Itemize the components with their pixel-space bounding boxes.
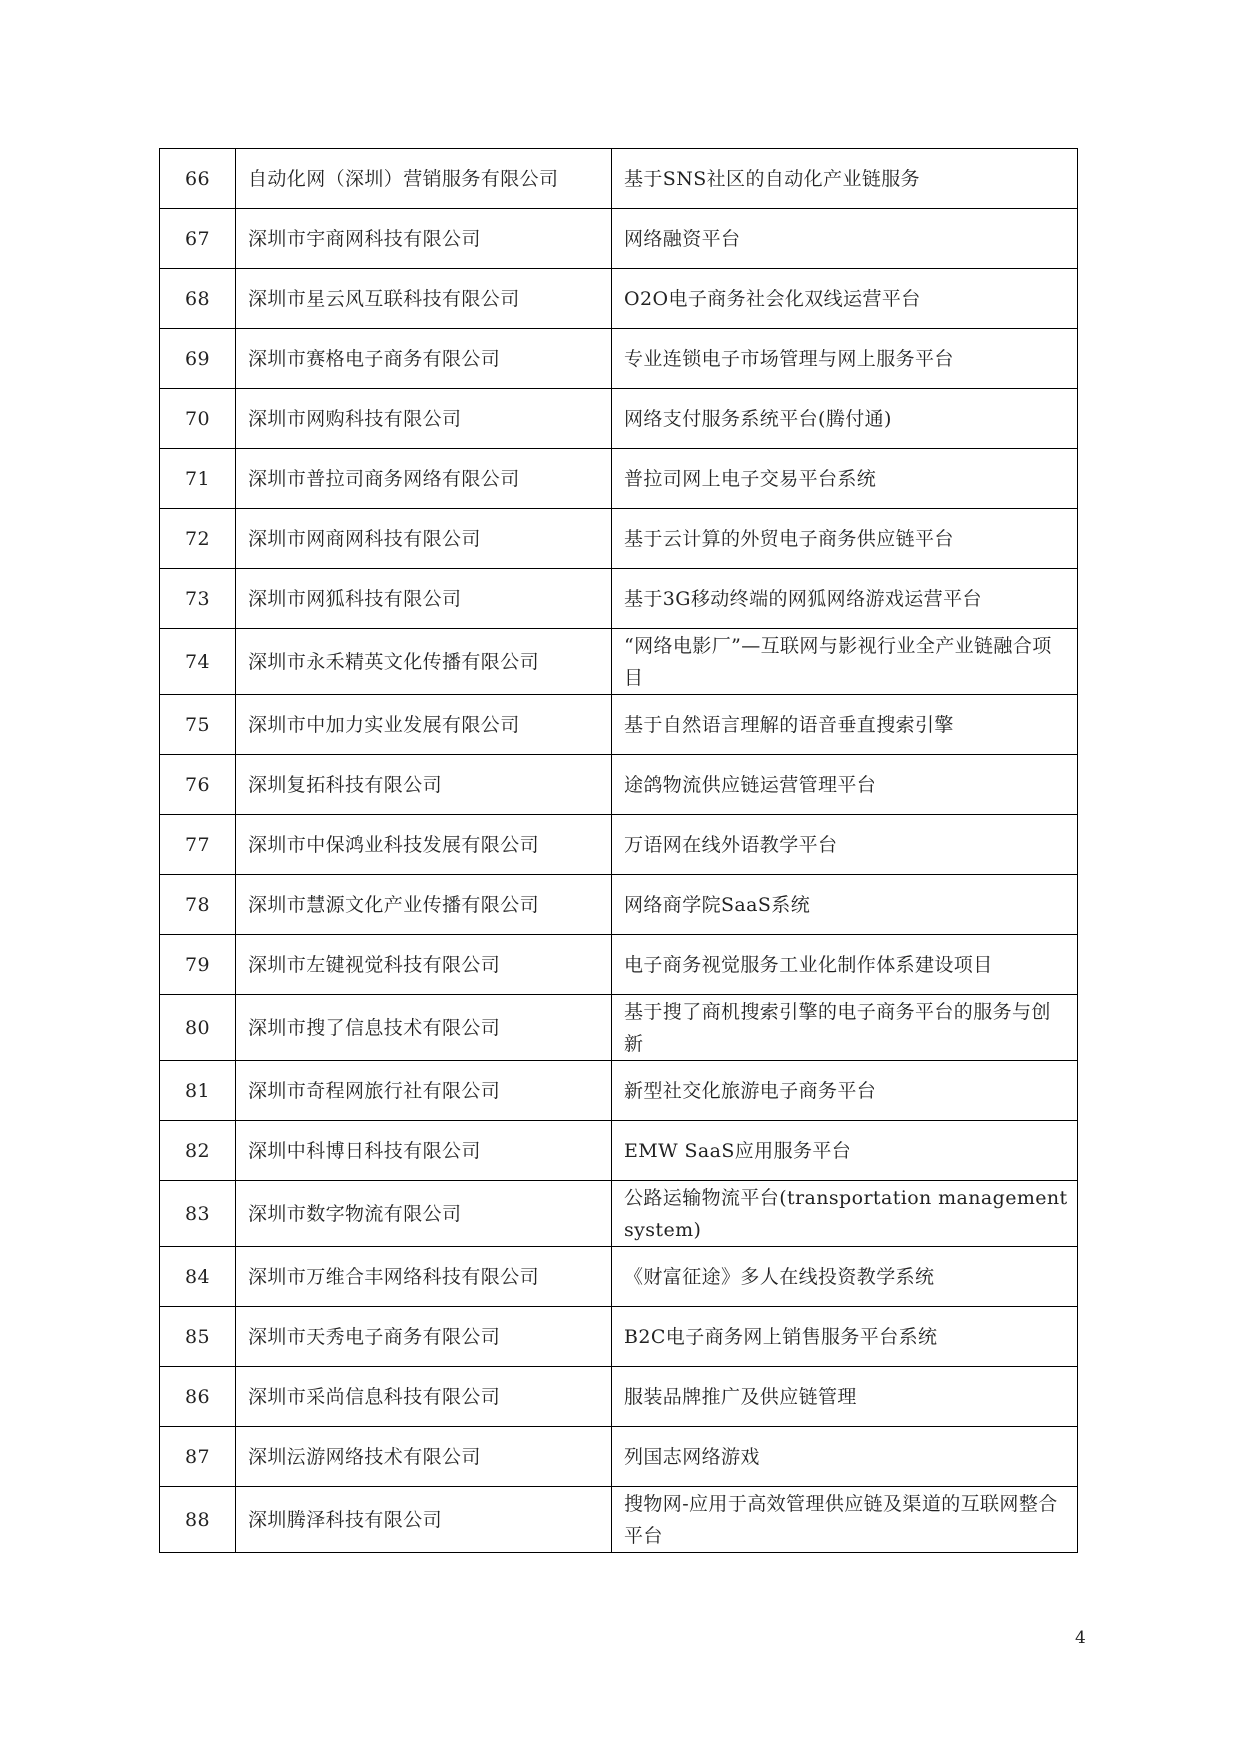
company-name: 深圳市赛格电子商务有限公司 [236, 329, 612, 389]
table-row [160, 1181, 1078, 1247]
company-name: 深圳市普拉司商务网络有限公司 [236, 449, 612, 509]
row-number: 70 [160, 389, 236, 449]
table-row [160, 149, 1078, 209]
company-name: 深圳市搜了信息技术有限公司 [236, 995, 612, 1061]
row-number: 66 [160, 149, 236, 209]
row-number: 81 [160, 1061, 236, 1121]
table-row [160, 1367, 1078, 1427]
project-name: 基于SNS社区的自动化产业链服务 [612, 149, 1078, 209]
row-number: 68 [160, 269, 236, 329]
table-row [160, 1061, 1078, 1121]
project-name: EMW SaaS应用服务平台 [612, 1121, 1078, 1181]
table-row [160, 935, 1078, 995]
row-number: 72 [160, 509, 236, 569]
table-row [160, 269, 1078, 329]
company-name: 深圳市星云风互联科技有限公司 [236, 269, 612, 329]
project-name: 基于自然语言理解的语音垂直搜索引擎 [612, 695, 1078, 755]
project-name: O2O电子商务社会化双线运营平台 [612, 269, 1078, 329]
table-row [160, 1121, 1078, 1181]
company-name: 深圳市天秀电子商务有限公司 [236, 1307, 612, 1367]
row-number: 85 [160, 1307, 236, 1367]
project-name: 基于云计算的外贸电子商务供应链平台 [612, 509, 1078, 569]
company-name: 深圳沄游网络技术有限公司 [236, 1427, 612, 1487]
company-project-table [159, 148, 1078, 1553]
row-number: 75 [160, 695, 236, 755]
row-number: 78 [160, 875, 236, 935]
row-number: 88 [160, 1487, 236, 1553]
row-number: 82 [160, 1121, 236, 1181]
company-name: 深圳腾泽科技有限公司 [236, 1487, 612, 1553]
company-name: 深圳市奇程网旅行社有限公司 [236, 1061, 612, 1121]
project-name: 公路运输物流平台(transportation management system) [612, 1181, 1078, 1247]
company-name: 深圳市万维合丰网络科技有限公司 [236, 1247, 612, 1307]
table-row [160, 449, 1078, 509]
project-name: 网络支付服务系统平台(腾付通) [612, 389, 1078, 449]
table-row [160, 629, 1078, 695]
table-row [160, 1487, 1078, 1553]
table-row [160, 695, 1078, 755]
table-row [160, 509, 1078, 569]
project-name: “网络电影厂”—互联网与影视行业全产业链融合项目 [612, 629, 1078, 695]
table-row [160, 569, 1078, 629]
row-number: 84 [160, 1247, 236, 1307]
row-number: 79 [160, 935, 236, 995]
project-name: 途鸽物流供应链运营管理平台 [612, 755, 1078, 815]
table-row [160, 1247, 1078, 1307]
table-row [160, 1427, 1078, 1487]
project-name: 服装品牌推广及供应链管理 [612, 1367, 1078, 1427]
project-name: 列国志网络游戏 [612, 1427, 1078, 1487]
page-number: 4 [1075, 1628, 1086, 1648]
table-row [160, 329, 1078, 389]
company-name: 深圳复拓科技有限公司 [236, 755, 612, 815]
company-name: 深圳市永禾精英文化传播有限公司 [236, 629, 612, 695]
table-row [160, 755, 1078, 815]
table-row [160, 1307, 1078, 1367]
company-name: 深圳市网商网科技有限公司 [236, 509, 612, 569]
project-name: 《财富征途》多人在线投资教学系统 [612, 1247, 1078, 1307]
table-body [160, 149, 1078, 1553]
project-name: 网络商学院SaaS系统 [612, 875, 1078, 935]
row-number: 77 [160, 815, 236, 875]
company-name: 深圳市网狐科技有限公司 [236, 569, 612, 629]
row-number: 80 [160, 995, 236, 1061]
project-name: 网络融资平台 [612, 209, 1078, 269]
project-name: 专业连锁电子市场管理与网上服务平台 [612, 329, 1078, 389]
company-name: 深圳市宇商网科技有限公司 [236, 209, 612, 269]
table-row [160, 875, 1078, 935]
company-name: 深圳市中加力实业发展有限公司 [236, 695, 612, 755]
company-name: 深圳市网购科技有限公司 [236, 389, 612, 449]
company-name: 深圳市左键视觉科技有限公司 [236, 935, 612, 995]
row-number: 86 [160, 1367, 236, 1427]
row-number: 69 [160, 329, 236, 389]
project-name: 普拉司网上电子交易平台系统 [612, 449, 1078, 509]
company-name: 深圳市中保鸿业科技发展有限公司 [236, 815, 612, 875]
table-row [160, 995, 1078, 1061]
row-number: 87 [160, 1427, 236, 1487]
project-name: 搜物网-应用于高效管理供应链及渠道的互联网整合平台 [612, 1487, 1078, 1553]
company-name: 深圳市慧源文化产业传播有限公司 [236, 875, 612, 935]
project-name: 基于3G移动终端的网狐网络游戏运营平台 [612, 569, 1078, 629]
company-name: 自动化网（深圳）营销服务有限公司 [236, 149, 612, 209]
project-name: 新型社交化旅游电子商务平台 [612, 1061, 1078, 1121]
project-name: B2C电子商务网上销售服务平台系统 [612, 1307, 1078, 1367]
row-number: 83 [160, 1181, 236, 1247]
row-number: 74 [160, 629, 236, 695]
company-name: 深圳市数字物流有限公司 [236, 1181, 612, 1247]
project-name: 基于搜了商机搜索引擎的电子商务平台的服务与创新 [612, 995, 1078, 1061]
row-number: 71 [160, 449, 236, 509]
row-number: 67 [160, 209, 236, 269]
project-name: 电子商务视觉服务工业化制作体系建设项目 [612, 935, 1078, 995]
table-row [160, 389, 1078, 449]
project-name: 万语网在线外语教学平台 [612, 815, 1078, 875]
company-name: 深圳市采尚信息科技有限公司 [236, 1367, 612, 1427]
table-row [160, 815, 1078, 875]
row-number: 76 [160, 755, 236, 815]
table-row [160, 209, 1078, 269]
company-name: 深圳中科博日科技有限公司 [236, 1121, 612, 1181]
row-number: 73 [160, 569, 236, 629]
